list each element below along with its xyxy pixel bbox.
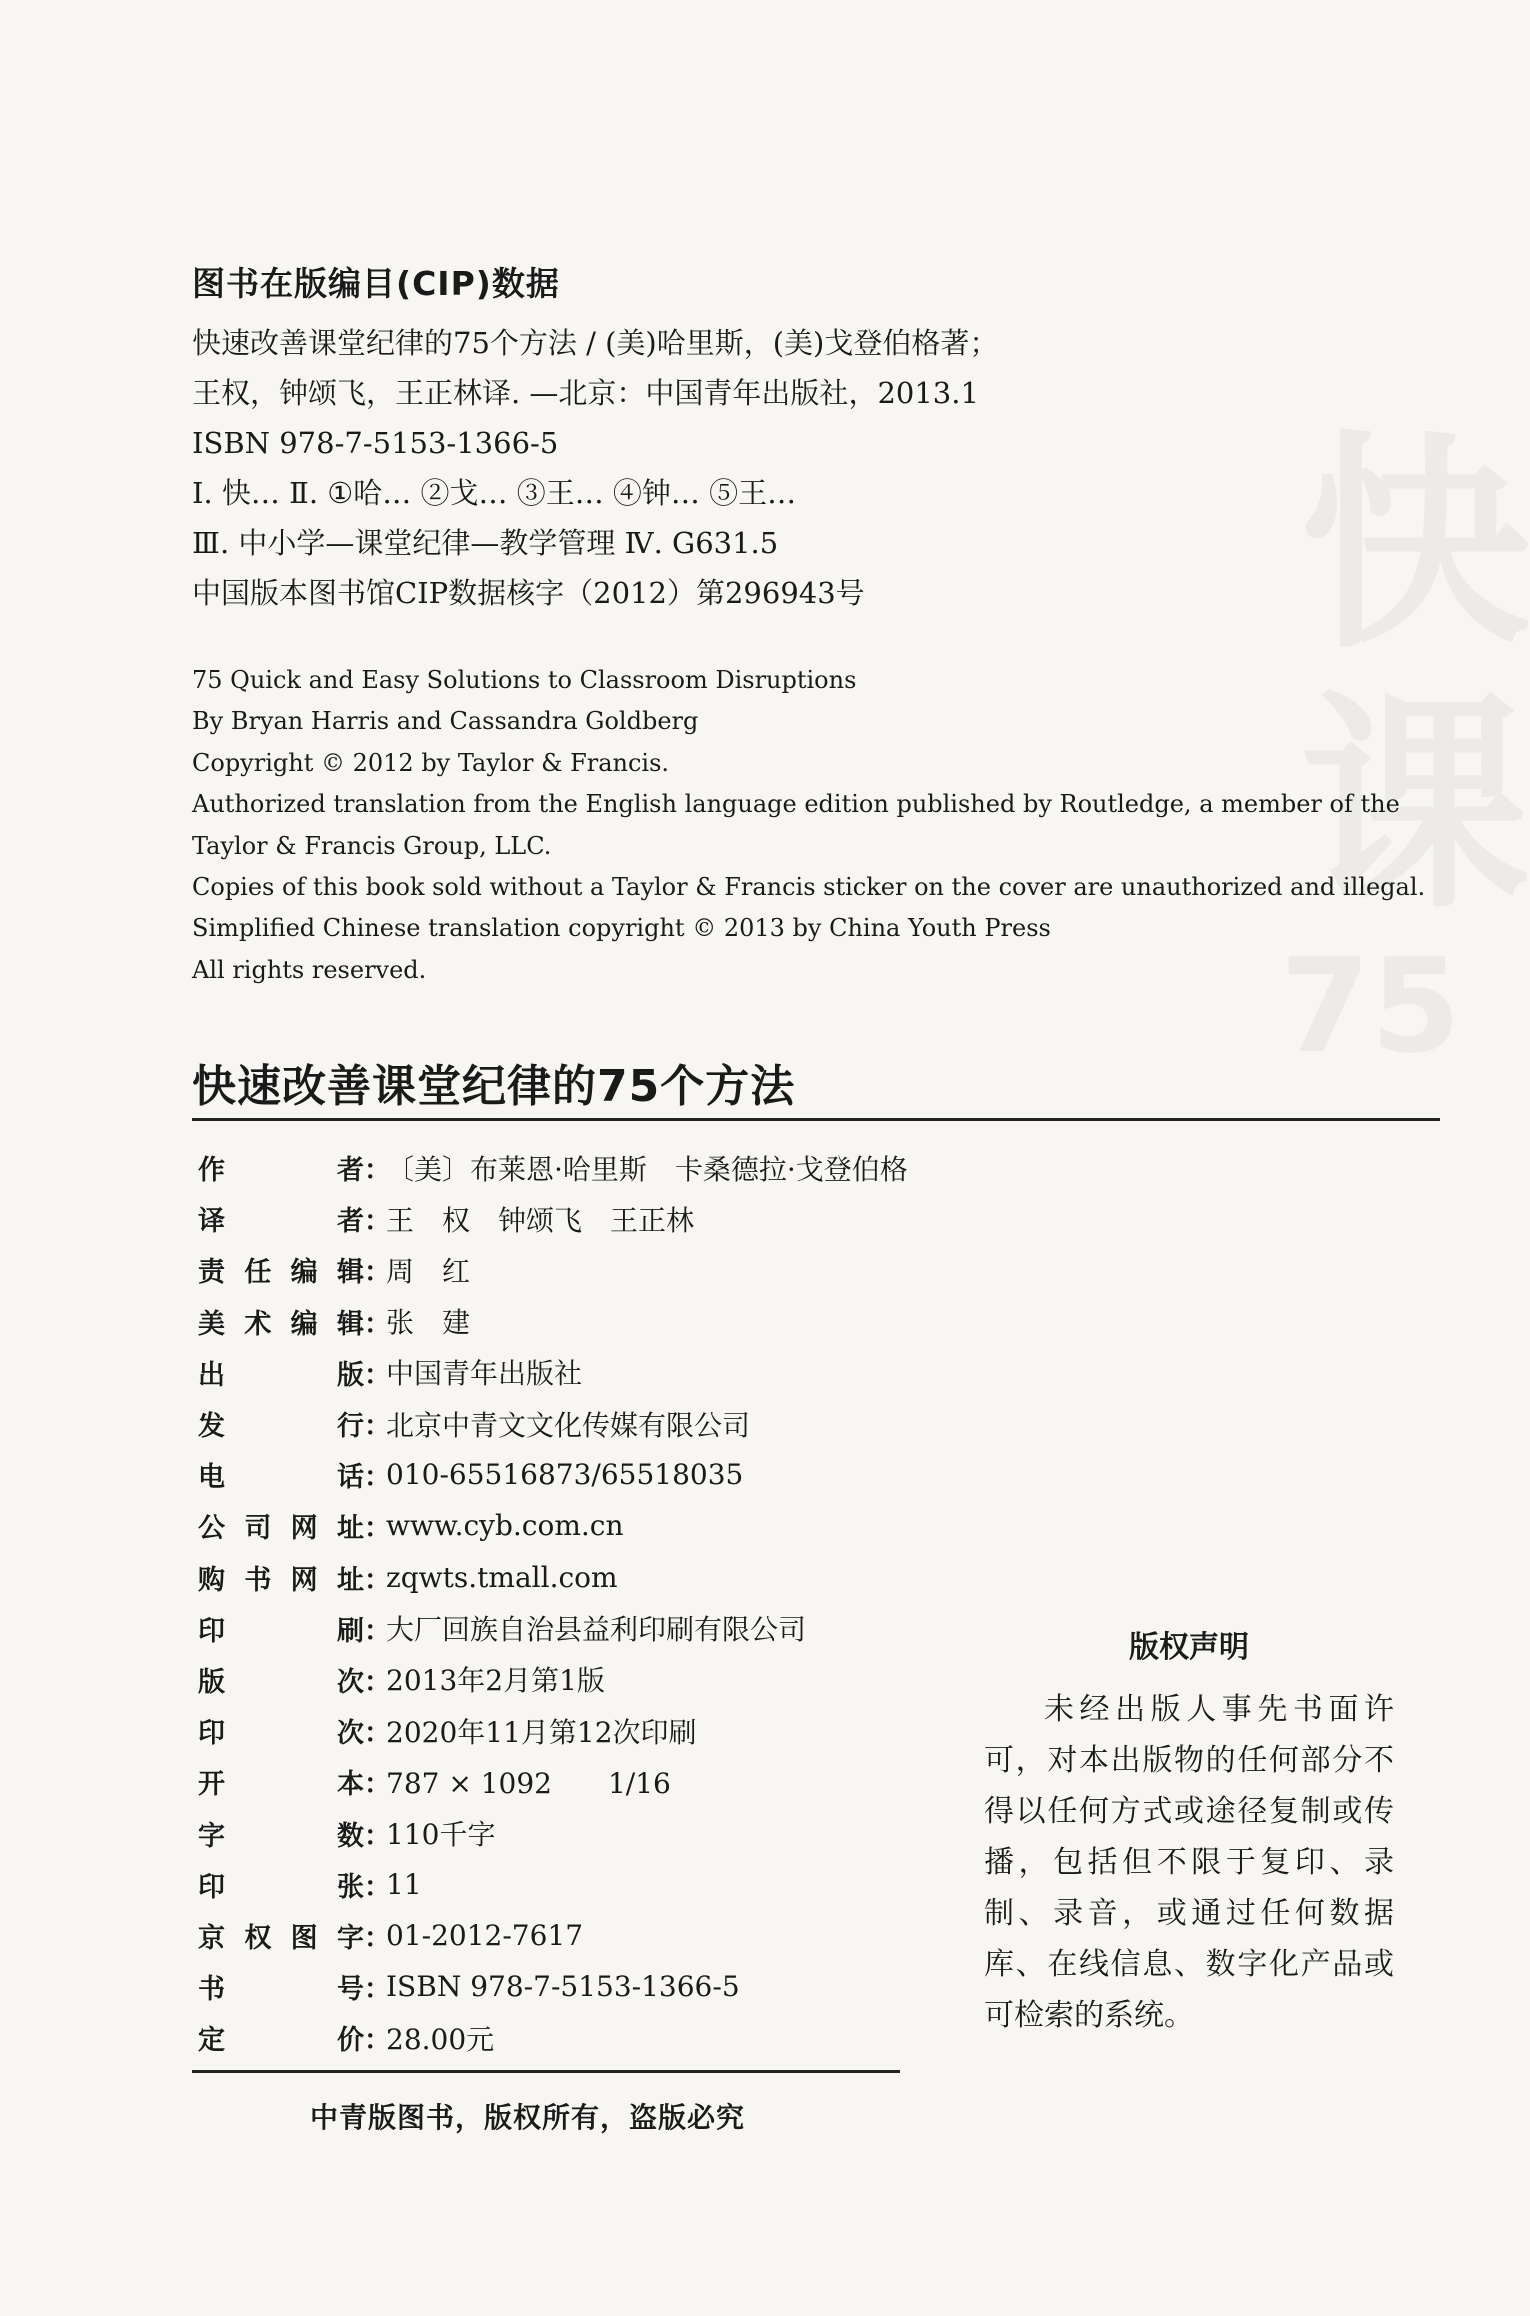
copyright-heading: 版权声明 xyxy=(1129,1630,1249,1665)
info-label-char: 开 xyxy=(198,1769,225,1801)
cip-heading: 图书在版编目(CIP)数据 xyxy=(192,264,560,303)
info-colon: ： xyxy=(364,1564,391,1596)
english-authorization-1: Authorized translation from the English language edition published by Routledge, a member of the xyxy=(192,790,1400,819)
info-colon: ： xyxy=(364,1820,391,1852)
info-label-char: 电 xyxy=(198,1462,225,1494)
info-row xyxy=(198,1807,908,1858)
info-label-char: 次 xyxy=(337,1666,364,1698)
info-label-char: 数 xyxy=(337,1820,364,1852)
info-row xyxy=(198,2012,908,2063)
info-value: 北京中青文文化传媒有限公司 xyxy=(386,1408,751,1442)
info-label xyxy=(198,1250,364,1289)
info-colon: ： xyxy=(364,1308,391,1340)
divider-bottom xyxy=(192,2070,900,2073)
info-row xyxy=(198,1654,908,1705)
anti-piracy-notice: 中青版图书，版权所有，盗版必究 xyxy=(310,2101,746,2134)
info-colon: ： xyxy=(364,1462,391,1494)
info-colon: ： xyxy=(364,1718,391,1750)
info-label-char: 发 xyxy=(198,1411,225,1443)
info-label xyxy=(198,1762,364,1801)
info-value: www.cyb.com.cn xyxy=(386,1509,624,1543)
english-sticker-notice: Copies of this book sold without a Taylor & Francis sticker on the cover are unauthorized and illegal. xyxy=(192,873,1426,902)
info-label xyxy=(198,1148,364,1187)
cip-line-isbn: ISBN 978-7-5153-1366-5 xyxy=(192,426,559,460)
info-value: 010-65516873/65518035 xyxy=(386,1458,744,1492)
info-value: 11 xyxy=(386,1867,422,1901)
info-value: zqwts.tmall.com xyxy=(386,1560,618,1594)
info-label xyxy=(198,1455,364,1494)
info-colon: ： xyxy=(364,1359,391,1391)
info-label-char: 书 xyxy=(198,1974,225,2006)
info-row xyxy=(198,1244,908,1295)
info-value: 787 × 1092 1/16 xyxy=(386,1766,671,1800)
info-value: 周 红 xyxy=(386,1254,471,1288)
info-label-char: 话 xyxy=(337,1462,364,1494)
info-colon: ： xyxy=(364,1155,391,1187)
info-label-char: 书 xyxy=(244,1564,272,1596)
info-label xyxy=(198,1404,364,1443)
info-colon: ： xyxy=(364,1871,391,1903)
info-label-char: 美 xyxy=(198,1308,225,1340)
info-label-char: 责 xyxy=(198,1257,225,1289)
info-label-char: 购 xyxy=(198,1564,225,1596)
info-row xyxy=(198,1500,908,1551)
info-label-char: 印 xyxy=(198,1718,225,1750)
info-label-char: 刷 xyxy=(337,1615,364,1647)
info-label-char: 译 xyxy=(198,1206,225,1238)
info-label-char: 址 xyxy=(336,1564,364,1596)
info-label xyxy=(198,1199,364,1238)
english-original-title: 75 Quick and Easy Solutions to Classroom Disruptions xyxy=(192,666,857,694)
info-label-char: 本 xyxy=(337,1769,364,1801)
info-label xyxy=(198,1506,364,1545)
info-label-char: 印 xyxy=(198,1871,225,1903)
info-label xyxy=(198,1865,364,1904)
info-value: 张 建 xyxy=(386,1306,471,1340)
english-rights-reserved: All rights reserved. xyxy=(192,955,427,984)
copyright-statement xyxy=(984,1622,1394,2041)
cip-line-classification-2: Ⅲ. 中小学—课堂纪律—教学管理 Ⅳ. G631.5 xyxy=(192,526,779,560)
info-label xyxy=(198,1660,364,1699)
info-value: 2020年11月第12次印刷 xyxy=(386,1715,697,1749)
info-value: 28.00元 xyxy=(386,2022,495,2056)
english-rights-notice xyxy=(192,660,1432,991)
info-label-char: 定 xyxy=(198,2025,225,2057)
info-row xyxy=(198,1859,908,1910)
info-label-char: 作 xyxy=(198,1155,225,1187)
info-row xyxy=(198,1756,908,1807)
info-row xyxy=(198,1449,908,1500)
info-value: 王 权 钟颂飞 王正林 xyxy=(386,1203,695,1237)
cip-line-record-number: 中国版本图书馆CIP数据核字（2012）第296943号 xyxy=(192,576,865,610)
info-row xyxy=(198,1603,908,1654)
info-colon: ： xyxy=(364,1513,391,1545)
info-row xyxy=(198,1961,908,2012)
info-row xyxy=(198,1552,908,1603)
info-label-char: 者 xyxy=(337,1206,364,1238)
info-label-char: 术 xyxy=(244,1308,272,1340)
info-label-char: 编 xyxy=(290,1308,318,1340)
info-label-char: 字 xyxy=(336,1922,364,1954)
info-value: 110千字 xyxy=(386,1818,496,1852)
copyright-body: 未经出版人事先书面许可，对本出版物的任何部分不得以任何方式或途径复制或传播，包括但不限于复印、录制、录音，或通过任何数据库、在线信息、数字化产品或可检索的系统。 xyxy=(984,1692,1394,2033)
info-label-char: 辑 xyxy=(336,1308,364,1340)
info-colon: ： xyxy=(364,1615,391,1647)
info-label-char: 司 xyxy=(244,1513,272,1545)
info-label xyxy=(198,2018,364,2057)
info-row xyxy=(198,1398,908,1449)
info-row xyxy=(198,1193,908,1244)
info-colon: ： xyxy=(364,1257,391,1289)
info-colon: ： xyxy=(364,1922,391,1954)
info-label-char: 价 xyxy=(337,2025,364,2057)
info-row xyxy=(198,1910,908,1961)
info-label-char: 图 xyxy=(290,1922,318,1954)
info-colon: ： xyxy=(364,1666,391,1698)
book-title: 快速改善课堂纪律的75个方法 xyxy=(192,1061,796,1112)
english-copyright: Copyright © 2012 by Taylor & Francis. xyxy=(192,748,670,777)
cip-line-classification-1: Ⅰ. 快… Ⅱ. ①哈… ②戈… ③王… ④钟… ⑤王… xyxy=(192,476,797,510)
info-label-char: 版 xyxy=(198,1666,225,1698)
info-value: ISBN 978-7-5153-1366-5 xyxy=(386,1970,740,2004)
info-label xyxy=(198,1353,364,1392)
info-label-char: 行 xyxy=(337,1411,364,1443)
info-label-char: 者 xyxy=(337,1155,364,1187)
english-authors: By Bryan Harris and Cassandra Goldberg xyxy=(192,707,699,736)
info-label xyxy=(198,1814,364,1853)
cip-line-translators: 王权，钟颂飞，王正林译. —北京：中国青年出版社，2013.1 xyxy=(192,376,979,410)
info-label xyxy=(198,1711,364,1750)
info-label-char: 网 xyxy=(290,1513,318,1545)
info-label-char: 网 xyxy=(290,1564,318,1596)
english-authorization-2: Taylor & Francis Group, LLC. xyxy=(192,831,552,860)
info-label-char: 任 xyxy=(244,1257,272,1289)
info-label-char: 印 xyxy=(198,1615,225,1647)
cip-record xyxy=(192,318,998,618)
cip-line-title: 快速改善课堂纪律的75个方法 / (美)哈里斯，(美)戈登伯格著； xyxy=(192,326,999,360)
info-row xyxy=(198,1142,908,1193)
info-value: 大厂回族自治县益利印刷有限公司 xyxy=(386,1613,807,1647)
info-label-char: 次 xyxy=(337,1718,364,1750)
info-colon: ： xyxy=(364,1206,391,1238)
info-label-char: 张 xyxy=(337,1871,364,1903)
info-value: 中国青年出版社 xyxy=(386,1357,583,1391)
info-colon: ： xyxy=(364,1769,391,1801)
info-row xyxy=(198,1296,908,1347)
info-row xyxy=(198,1705,908,1756)
info-label xyxy=(198,1302,364,1341)
info-colon: ： xyxy=(364,1974,391,2006)
info-value: 01-2012-7617 xyxy=(386,1918,584,1952)
info-label-char: 权 xyxy=(244,1922,272,1954)
info-label xyxy=(198,1967,364,2006)
info-value: 〔美〕布莱恩·哈里斯 卡桑德拉·戈登伯格 xyxy=(386,1152,908,1186)
info-label-char: 辑 xyxy=(336,1257,364,1289)
info-label-char: 号 xyxy=(337,1974,364,2006)
info-label-char: 出 xyxy=(198,1359,225,1391)
english-translation-copyright: Simplified Chinese translation copyright © 2013 by China Youth Press xyxy=(192,914,1051,943)
publication-info xyxy=(198,1142,908,2063)
info-row xyxy=(198,1347,908,1398)
info-label-char: 编 xyxy=(290,1257,318,1289)
info-label-char: 址 xyxy=(336,1513,364,1545)
info-label xyxy=(198,1916,364,1955)
info-label xyxy=(198,1558,364,1597)
info-label-char: 公 xyxy=(198,1513,225,1545)
info-value: 2013年2月第1版 xyxy=(386,1664,605,1698)
info-label xyxy=(198,1609,364,1648)
info-label-char: 字 xyxy=(198,1820,225,1852)
info-label-char: 版 xyxy=(337,1359,364,1391)
divider-top xyxy=(192,1118,1440,1121)
info-colon: ： xyxy=(364,1411,391,1443)
info-colon: ： xyxy=(364,2025,391,2057)
info-label-char: 京 xyxy=(198,1922,225,1954)
